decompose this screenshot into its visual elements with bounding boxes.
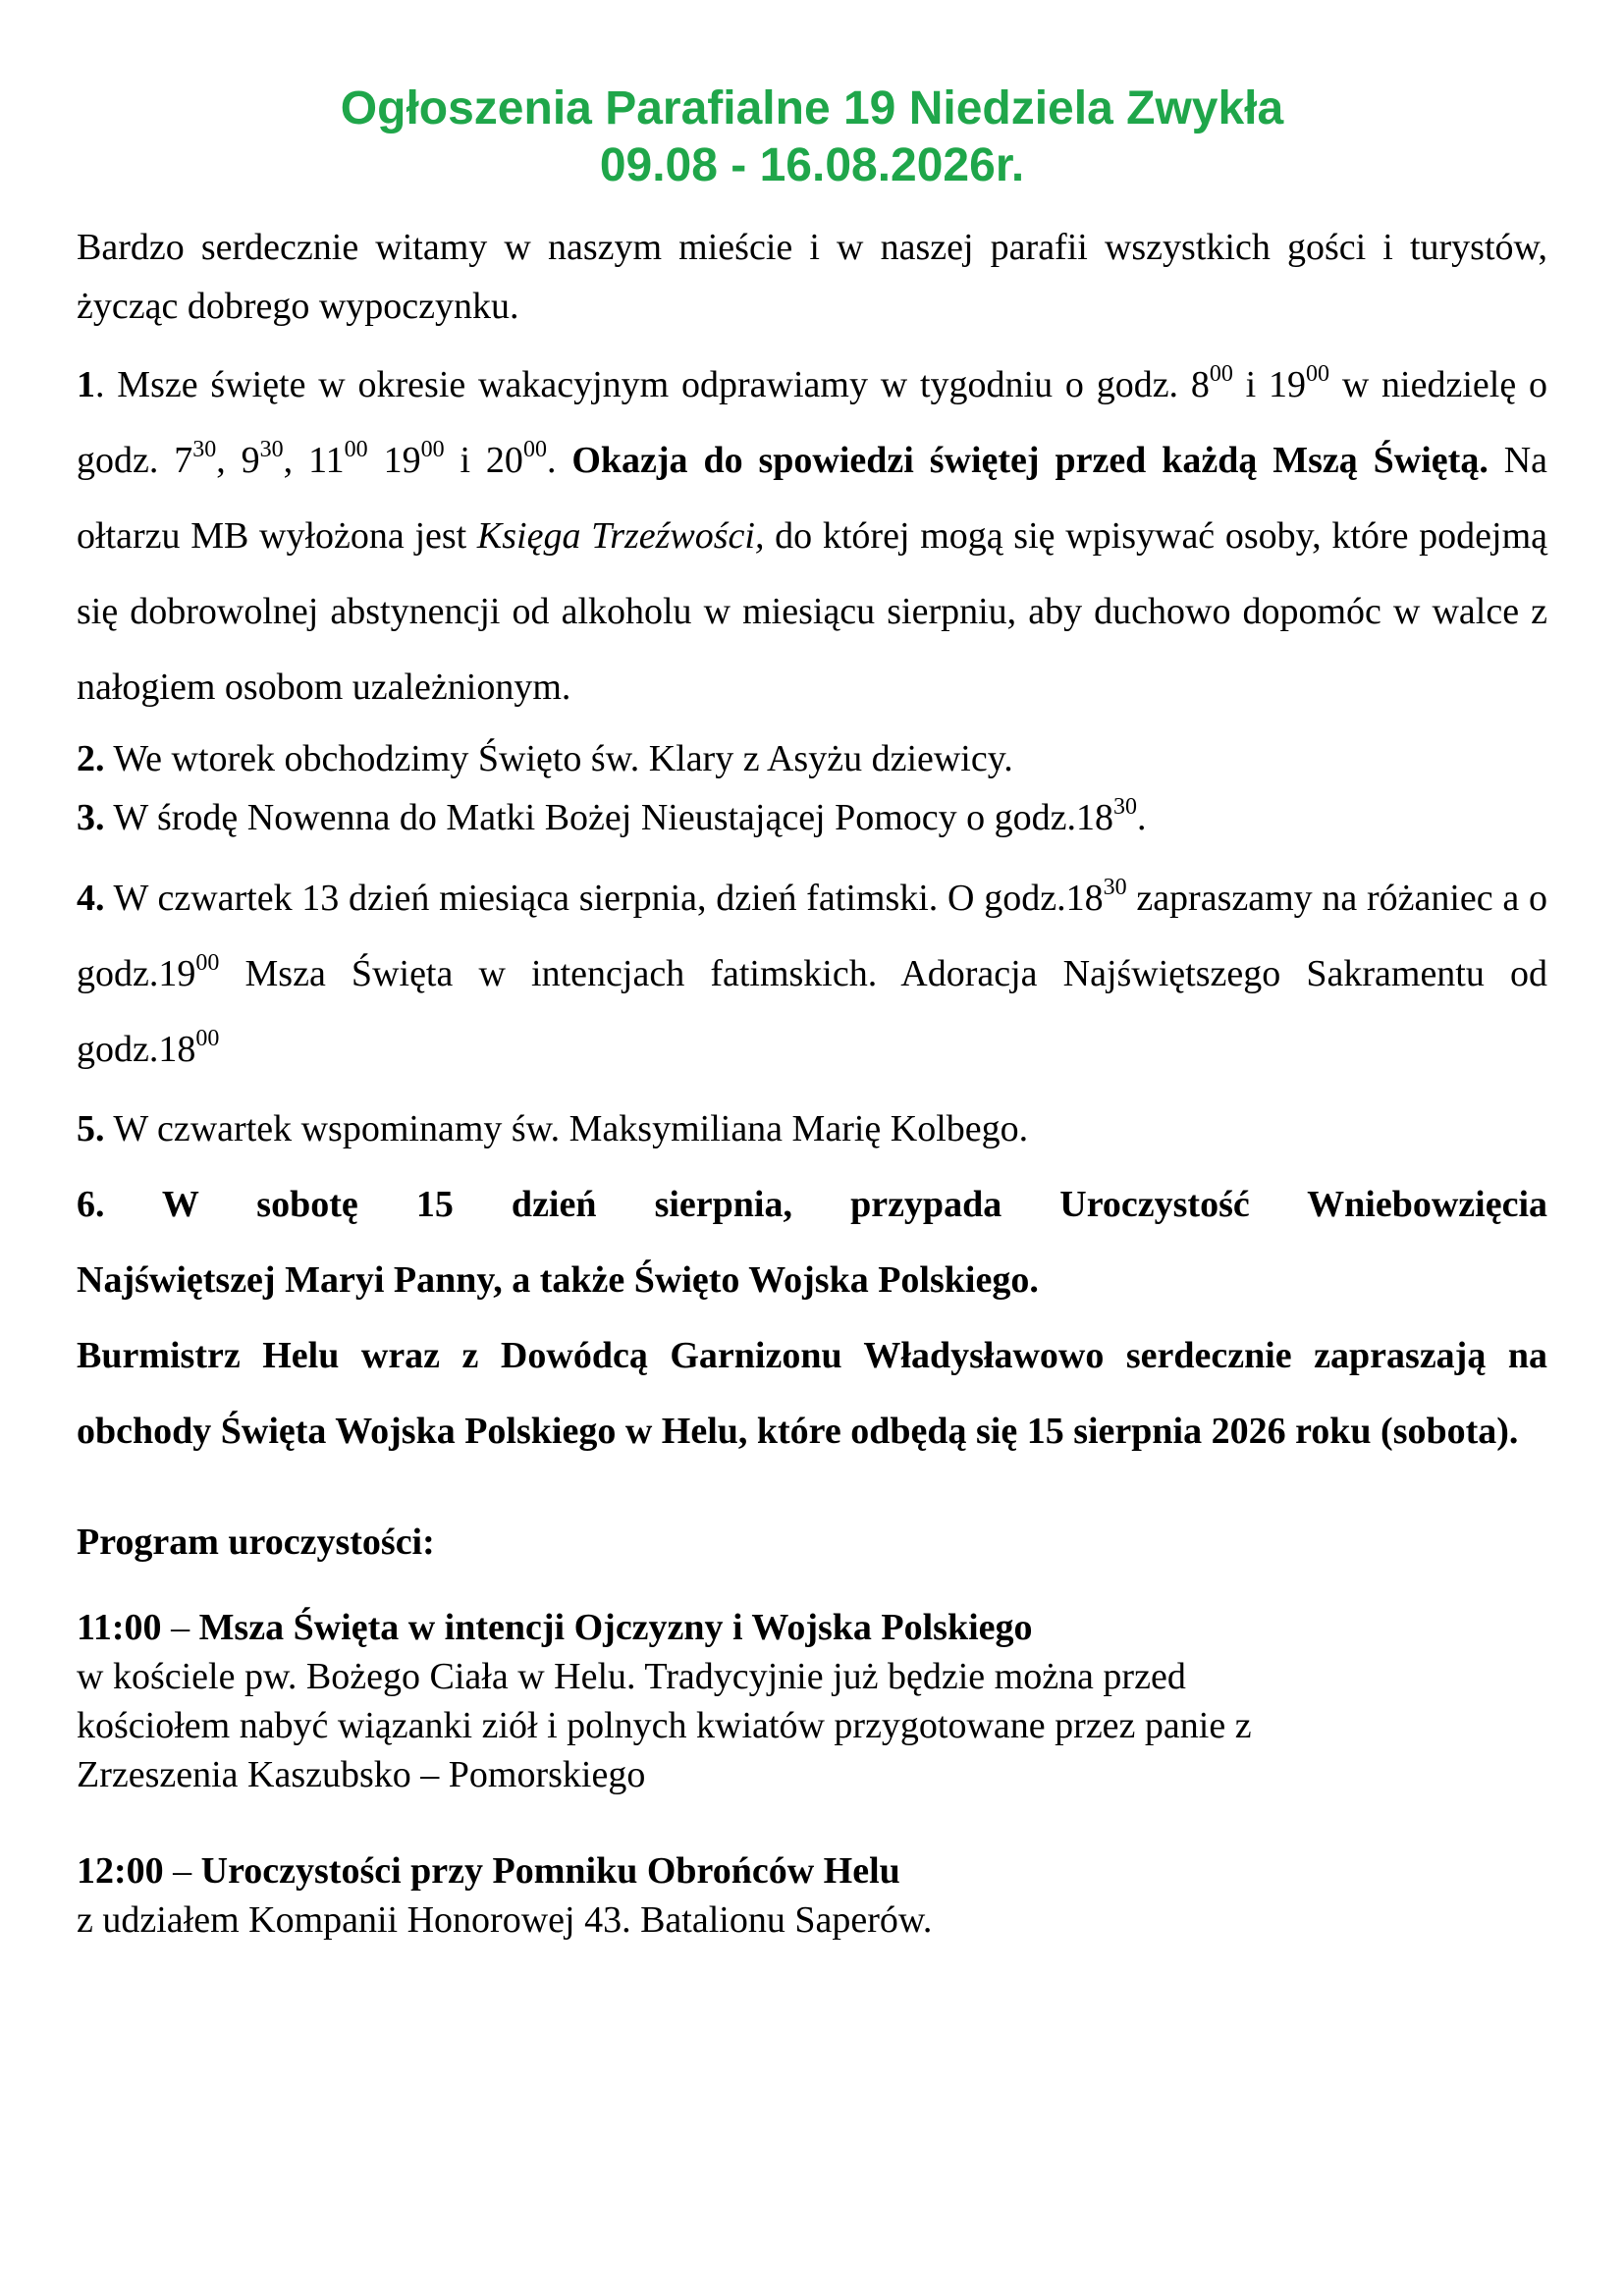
program-heading (77, 1511, 1547, 1574)
item-1-text: i 19 (1232, 364, 1307, 405)
item-3-sup: 30 (1113, 794, 1138, 820)
announcement-item-2 (77, 729, 1547, 788)
announcement-item-4 (77, 861, 1547, 1088)
item-1-text: i 20 (444, 440, 523, 481)
item-1-number: 1 (77, 364, 95, 405)
item-1-text: w niedzielę o godz. 7 (77, 364, 1547, 481)
item-5-number: 5. (77, 1108, 105, 1149)
item-1-sup: 00 (522, 437, 547, 462)
item-3-text: W środę Nowenna do Matki Bożej Nieustającej Pomocy o godz.18 (104, 797, 1114, 838)
item-1-text: . (546, 440, 572, 481)
item-1-sup: 00 (344, 437, 368, 462)
item-2-text: We wtorek obchodzimy Święto św. Klary z Asyżu dziewicy. (104, 738, 1013, 779)
item-1-italic-text: Księga Trzeźwości, (476, 515, 765, 557)
announcement-item-6-line-1 (77, 1167, 1547, 1243)
item-4-text: Msza Święta w intencjach fatimskich. Adoracja Najświętszego Sakramentu od godz.18 (77, 953, 1547, 1070)
program-entry-1-desc-line-1: w kościele pw. Bożego Ciała w Helu. Tradycyjnie już będzie można przed (77, 1656, 1186, 1697)
program-entry-1-desc-line-2: kościołem nabyć wiązanki ziół i polnych kwiatów przygotowane przez panie z (77, 1705, 1252, 1746)
item-2-number: 2. (77, 738, 105, 779)
invitation-text: Burmistrz Helu wraz z Dowódcą Garnizonu Władysławowo serdecznie zapraszają na obchody Święta Wojska Polskiego w Helu, które odbędą się 15 sierpnia 2026 roku (sobota). (77, 1335, 1547, 1452)
item-4-sup: 00 (195, 1026, 220, 1051)
item-1-text: . Msze święte w okresie wakacyjnym odprawiamy w tygodniu o godz. 8 (95, 364, 1210, 405)
program-entry-2-dash: – (163, 1850, 201, 1892)
item-1-sup: 00 (1209, 361, 1233, 387)
item-4-sup: 30 (1103, 875, 1127, 900)
announcement-item-1 (77, 347, 1547, 725)
item-4-sup: 00 (195, 950, 220, 976)
item-4-text: zapraszamy na różaniec a o godz.19 (77, 878, 1547, 994)
item-6-line-2: Najświętszej Maryi Panny, a także Święto Wojska Polskiego. (77, 1259, 1039, 1301)
item-1-text: do której mogą się wpisywać osoby, które podejmą się dobrowolnej abstynencji od alkoholu w miesiącu sierpniu, aby duchowo dopomóc w walce z nałogiem osobom uzależnionym. (77, 515, 1547, 708)
item-1-text: , 9 (216, 440, 260, 481)
program-entry-1-dash: – (161, 1607, 199, 1648)
program-entry-2-title-line (77, 1846, 1547, 1896)
item-1-sup: 00 (1306, 361, 1330, 387)
program-entry-2-desc-line-1: z udziałem Kompanii Honorowej 43. Batalionu Saperów. (77, 1899, 933, 1941)
item-4-text: W czwartek 13 dzień miesiąca sierpnia, dzień fatimski. O godz.18 (104, 878, 1104, 919)
announcement-item-5 (77, 1092, 1547, 1167)
item-1-sup: 00 (420, 437, 445, 462)
item-4-number: 4. (77, 878, 105, 919)
program-entry-1-desc-line-3: Zrzeszenia Kaszubsko – Pomorskiego (77, 1754, 646, 1795)
item-1-text: , 11 (283, 440, 345, 481)
announcement-item-6-line-2 (77, 1243, 1547, 1318)
program-heading-text: Program uroczystości: (77, 1522, 435, 1563)
item-1-bold-text: Okazja do spowiedzi świętej przed każdą Mszą Świętą. (571, 440, 1489, 481)
program-entry-1-time: 11:00 (77, 1607, 162, 1648)
program-entry-1-title: Msza Święta w intencji Ojczyzny i Wojska Polskiego (198, 1607, 1033, 1648)
program-entry-2-time: 12:00 (77, 1850, 164, 1892)
item-1-text: Na ołtarzu MB wyłożona jest (77, 440, 1548, 557)
item-5-text: W czwartek wspominamy św. Maksymiliana Marię Kolbego. (104, 1108, 1029, 1149)
item-3-number: 3. (77, 797, 105, 838)
item-1-text: 19 (367, 440, 421, 481)
item-1-sup: 30 (192, 437, 217, 462)
page-title (77, 80, 1547, 194)
title-line-1: Ogłoszenia Parafialne 19 Niedziela Zwykła (340, 82, 1284, 134)
program-entry-1 (77, 1603, 1547, 1799)
item-3-end: . (1137, 797, 1147, 838)
announcement-item-3 (77, 788, 1547, 847)
item-6-line-1: 6. W sobotę 15 dzień sierpnia, przypada Uroczystość Wniebowzięcia (77, 1184, 1547, 1225)
program-entry-2-title: Uroczystości przy Pomniku Obrońców Helu (200, 1850, 900, 1892)
program-entry-2 (77, 1846, 1547, 1945)
item-1-sup: 30 (259, 437, 284, 462)
title-line-2: 09.08 - 16.08.2026r. (599, 139, 1025, 191)
intro-paragraph: Bardzo serdecznie witamy w naszym mieście i w naszej parafii wszystkich gości i turystów, życząc dobrego wypoczynku. (77, 227, 1547, 327)
invitation-paragraph (77, 1318, 1547, 1469)
program-entry-1-title-line (77, 1603, 1547, 1652)
